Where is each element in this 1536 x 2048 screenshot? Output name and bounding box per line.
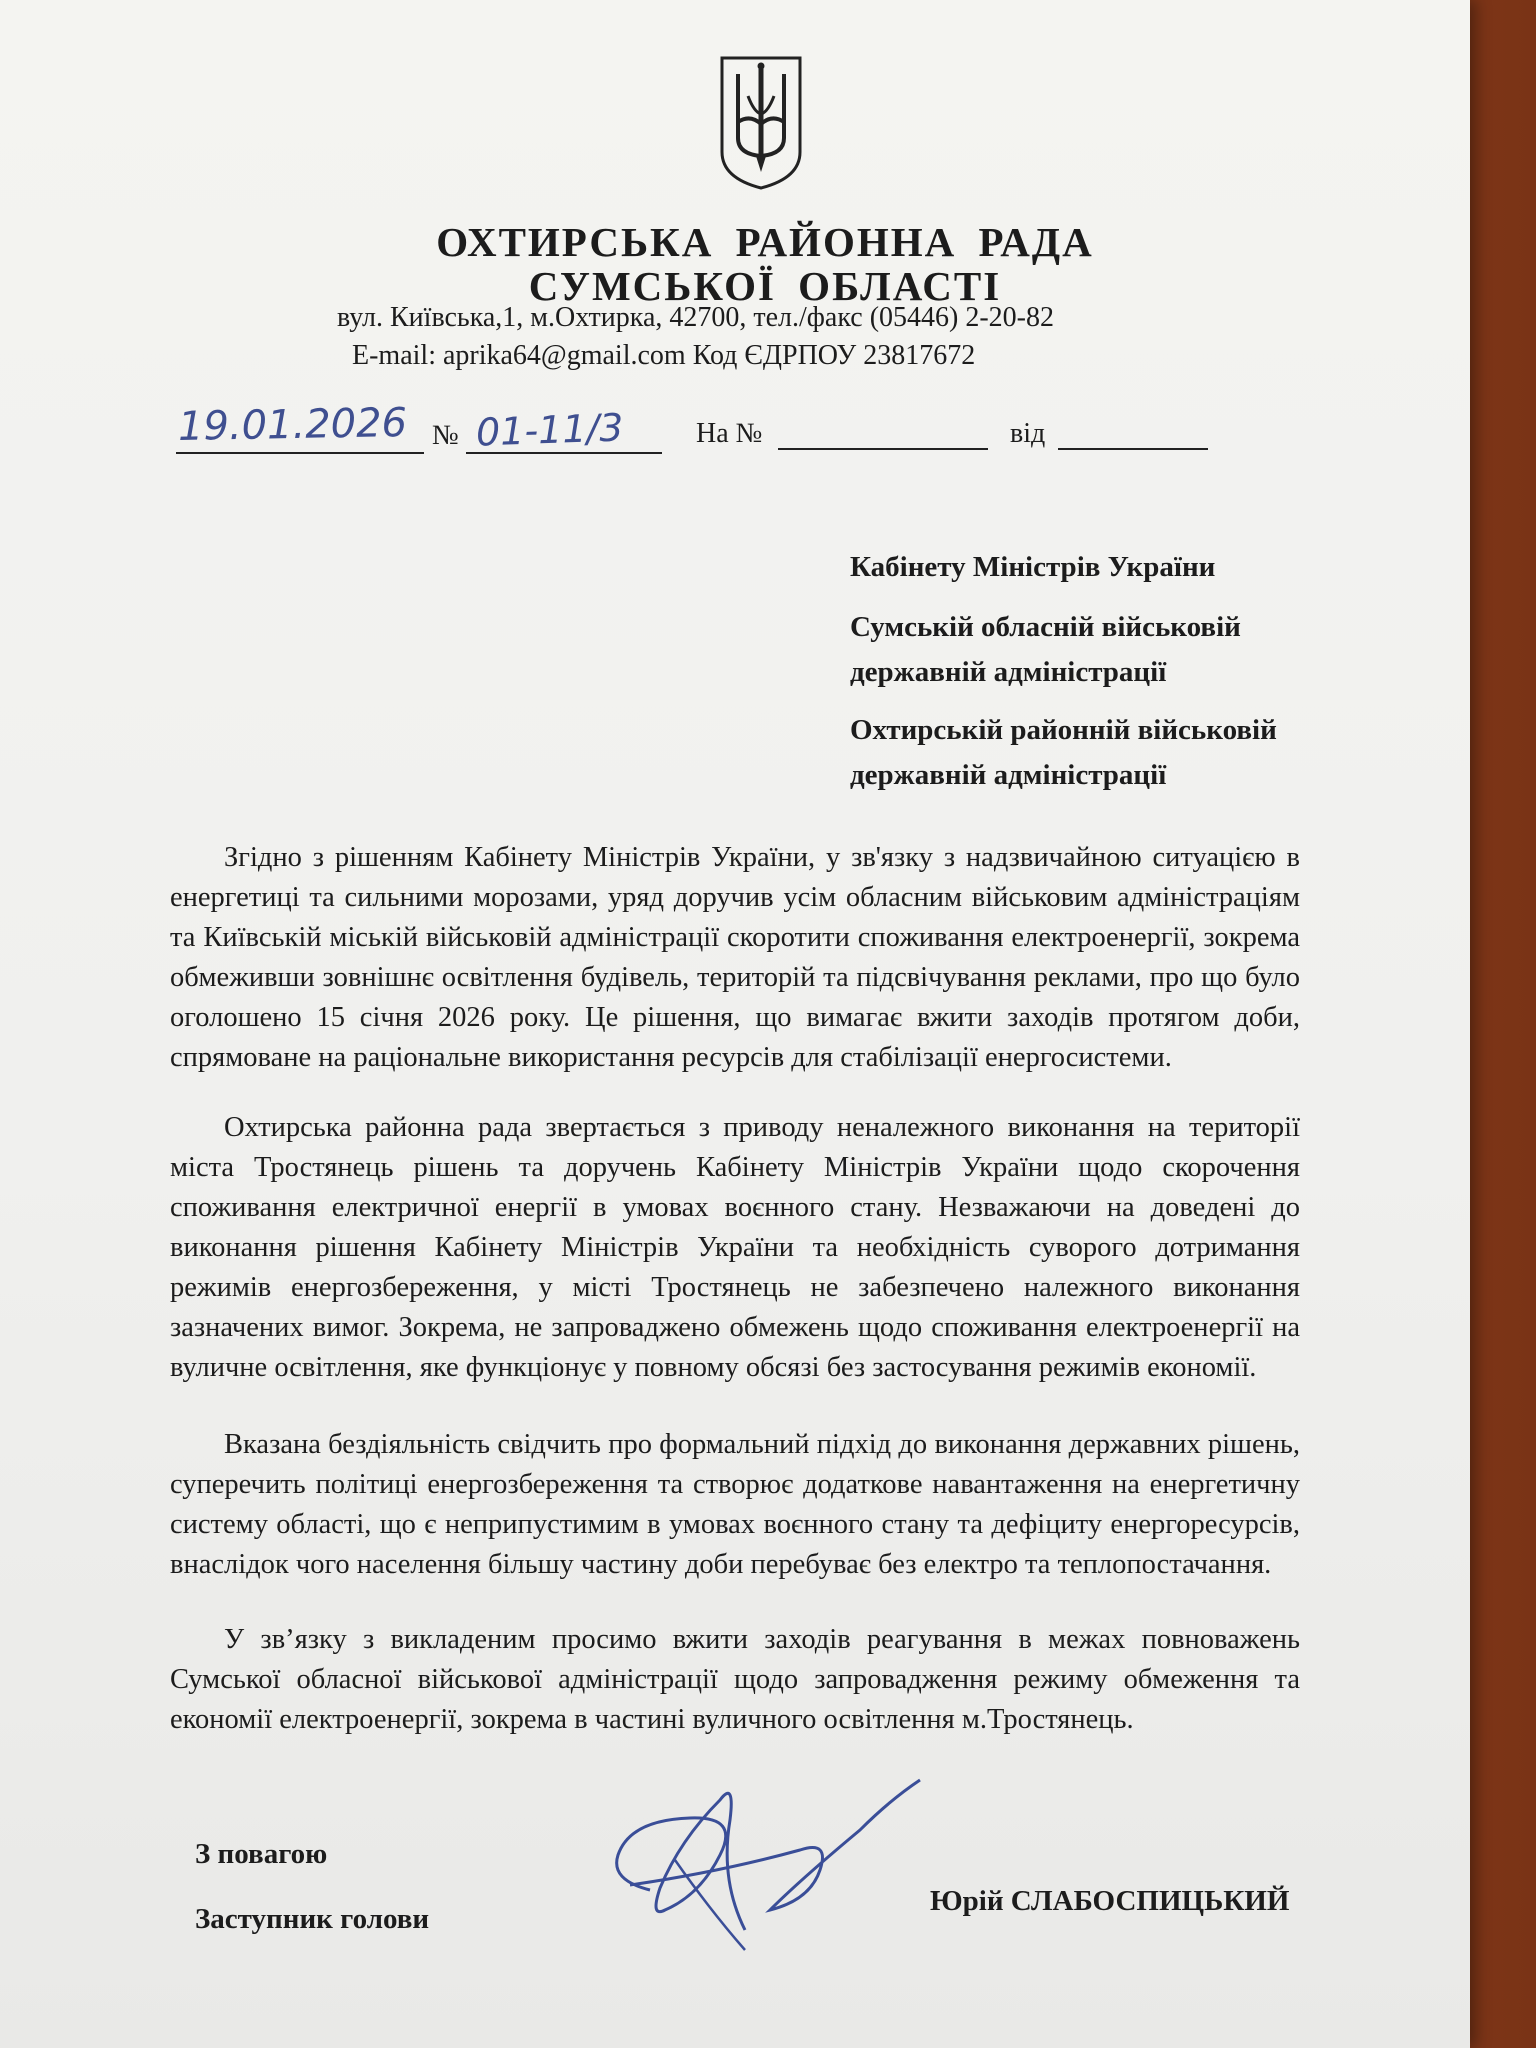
addressee-okhtyrka-rva: Охтирській районній військовій державній адміністрації — [850, 714, 1277, 791]
reply-number-label: На № — [696, 418, 763, 449]
body-paragraph-2: Охтирська районна рада звертається з приводу неналежного виконання на території міста Тростянець рішень та доручень Кабінету Міністрів України щодо скорочення споживання електричної енергії в умовах воєнного стану. Незважаючи на доведені до виконання рішення Кабінету Міністрів України та необхідність суворого дотримання режимів енергозбереження, у місті Тростянець не забезпечено належного виконання зазначених вимог. Зокрема, не запроваджено обмежень щодо споживання електроенергії на вуличне освітлення, яке функціонує у повному обсязі без застосування режимів економії. — [170, 1112, 1300, 1383]
body-paragraph-4: У зв’язку з викладеним просимо вжити заходів реагування в межах повноважень Сумської обласної військової адміністрації щодо запровадження режиму обмеження та економії електроенергії, зокрема в частині вуличного освітлення м.Тростянець. — [170, 1624, 1300, 1735]
reply-number-underline — [778, 448, 988, 450]
addressee-cabinet: Кабінету Міністрів України — [850, 551, 1216, 583]
from-date-label: від — [1010, 418, 1046, 449]
org-name-line1: ОХТИРСЬКА РАЙОННА РАДА — [436, 219, 1094, 265]
signatory-position: Заступник голови — [195, 1903, 430, 1935]
number-underline — [466, 452, 662, 454]
org-name-line2: СУМСЬКОЇ ОБЛАСТІ — [528, 263, 1002, 309]
handwritten-signature — [570, 1760, 930, 1960]
registration-date: 19.01.2026 — [177, 400, 408, 450]
date-underline — [176, 452, 424, 454]
body-paragraph-3: Вказана бездіяльність свідчить про формальний підхід до виконання державних рішень, суперечить політиці енергозбереження та створює додаткове навантаження на енергетичну систему області, що є неприпустимим в умовах воєнного стану та дефіциту енергоресурсів, внаслідок чого населення більшу частину доби перебуває без електро та теплопостачання. — [170, 1429, 1300, 1580]
registration-number: 01-11/3 — [475, 405, 625, 455]
number-label: № — [432, 420, 459, 451]
org-address: вул. Київська,1, м.Охтирка, 42700, тел./факс (05446) 2-20-82 — [337, 302, 1054, 333]
addressee-sumy-ova: Сумській обласній військовій державній адміністрації — [850, 611, 1241, 688]
org-contacts: E-mail: aprika64@gmail.com Код ЄДРПОУ 23817672 — [352, 340, 976, 371]
closing-regards: З повагою — [195, 1838, 328, 1870]
body-paragraph-1: Згідно з рішенням Кабінету Міністрів України, у зв'язку з надзвичайною ситуацією в енергетиці та сильними морозами, уряд доручив усім обласним військовим адміністраціям та Київській міській військовій адміністрації скоротити споживання електроенергії, зокрема обмеживши зовнішнє освітлення будівель, територій та підсвічування реклами, про що було оголошено 15 січня 2026 року. Це рішення, що вимагає вжити заходів протягом доби, спрямоване на раціональне використання ресурсів для стабілізації енергосистеми. — [170, 842, 1300, 1073]
signatory-name: Юрій СЛАБОСПИЦЬКИЙ — [930, 1885, 1290, 1917]
trident-emblem-icon — [716, 52, 806, 192]
from-date-underline — [1058, 448, 1208, 450]
